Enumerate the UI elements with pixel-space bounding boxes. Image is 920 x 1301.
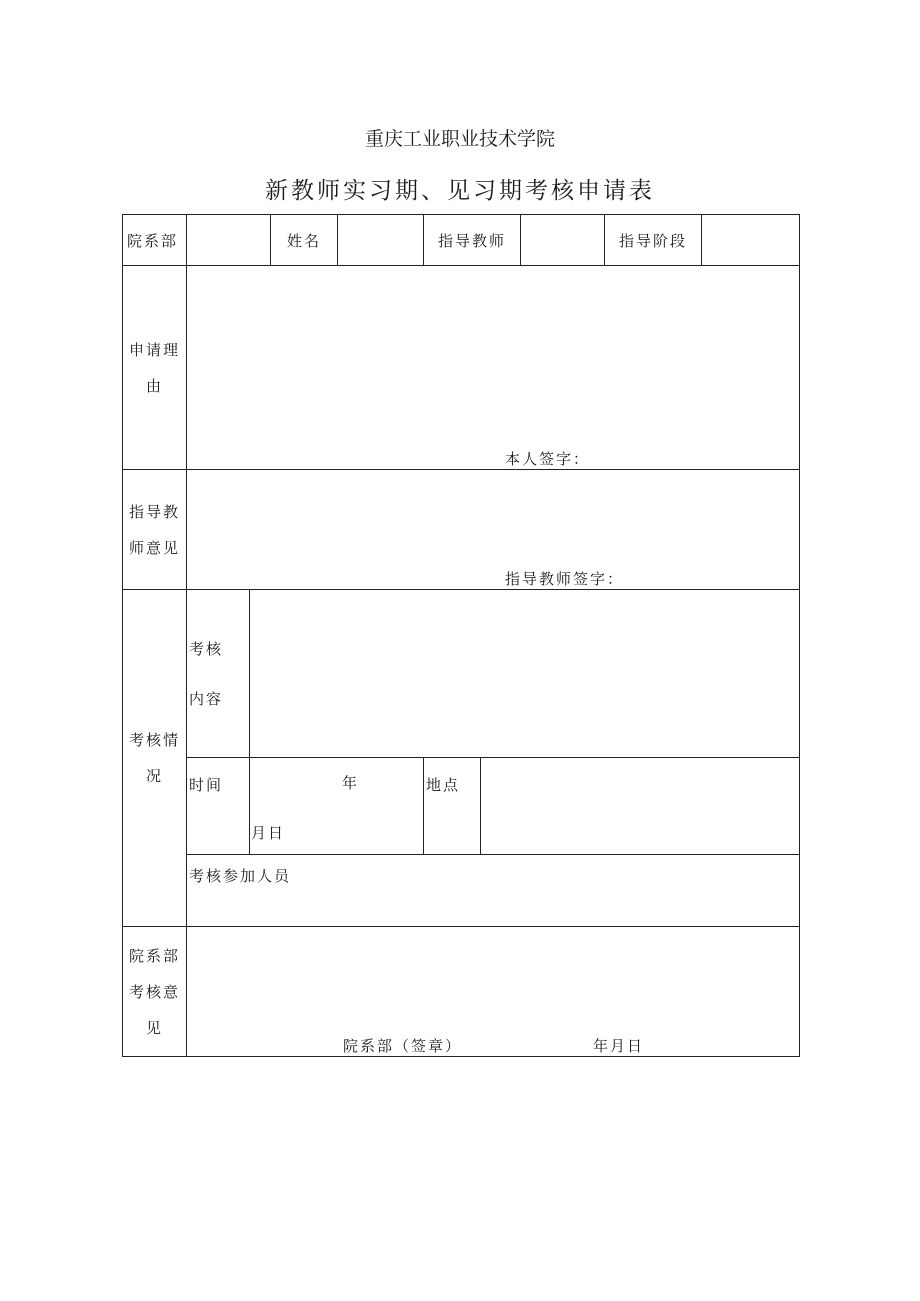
content-label-line2: 内容	[189, 690, 224, 708]
dept-date-label: 年月日	[593, 1037, 645, 1055]
reason-label-line2: 由	[145, 376, 163, 395]
college-name: 重庆工业职业技术学院	[364, 128, 555, 150]
place-label: 地点	[426, 776, 461, 794]
name-label: 姓名	[271, 215, 338, 266]
time-label: 时间	[189, 776, 224, 794]
assessment-label	[123, 590, 187, 927]
dept-opinion-label-line2: 考核意	[128, 982, 180, 1001]
dept-opinion-label-line1: 院系部	[128, 946, 180, 965]
dept-opinion-field[interactable]	[187, 927, 800, 1057]
dept-opinion-row	[123, 927, 800, 1057]
dept-opinion-label	[123, 927, 187, 1057]
reason-row	[123, 266, 800, 470]
self-signature-label: 本人签字：	[505, 450, 591, 468]
reason-field[interactable]	[187, 266, 800, 470]
mentor-signature-label: 指导教师签字：	[505, 570, 625, 588]
reason-label-line1: 申请理	[128, 340, 180, 359]
assessment-content-row	[123, 590, 800, 758]
stage-field[interactable]	[702, 215, 800, 266]
mentor-opinion-label-line2: 师意见	[128, 538, 180, 557]
place-label-cell	[424, 758, 481, 855]
application-form-table	[122, 214, 800, 1057]
dept-field[interactable]	[187, 215, 271, 266]
participants-label: 考核参加人员	[189, 867, 292, 885]
dept-stamp-label: 院系部（签章）	[343, 1037, 463, 1055]
mentor-opinion-field[interactable]	[187, 470, 800, 590]
content-label	[189, 624, 223, 724]
time-label-cell	[187, 758, 250, 855]
year-label: 年	[342, 774, 360, 792]
name-field[interactable]	[338, 215, 424, 266]
mentor-opinion-row	[123, 470, 800, 590]
stage-label: 指导阶段	[605, 215, 702, 266]
info-row	[123, 215, 800, 266]
time-place-row	[123, 758, 800, 855]
content-label-cell	[187, 590, 250, 758]
month-day-label: 月日	[251, 824, 286, 842]
participants-field[interactable]	[187, 855, 800, 927]
assessment-label-line2: 况	[145, 767, 163, 785]
mentor-field[interactable]	[521, 215, 605, 266]
mentor-label: 指导教师	[424, 215, 521, 266]
form-title: 新教师实习期、见习期考核申请表	[265, 178, 655, 204]
mentor-opinion-label-line1: 指导教	[128, 502, 180, 521]
assessment-label-line1: 考核情	[128, 731, 180, 749]
content-field[interactable]	[250, 590, 800, 758]
mentor-opinion-label	[123, 470, 187, 590]
participants-row	[123, 855, 800, 927]
place-field[interactable]	[481, 758, 800, 855]
reason-label	[123, 266, 187, 470]
dept-opinion-label-line3: 见	[145, 1018, 163, 1037]
content-label-line1: 考核	[189, 640, 224, 658]
dept-label: 院系部	[123, 215, 187, 266]
time-field[interactable]	[250, 758, 424, 855]
